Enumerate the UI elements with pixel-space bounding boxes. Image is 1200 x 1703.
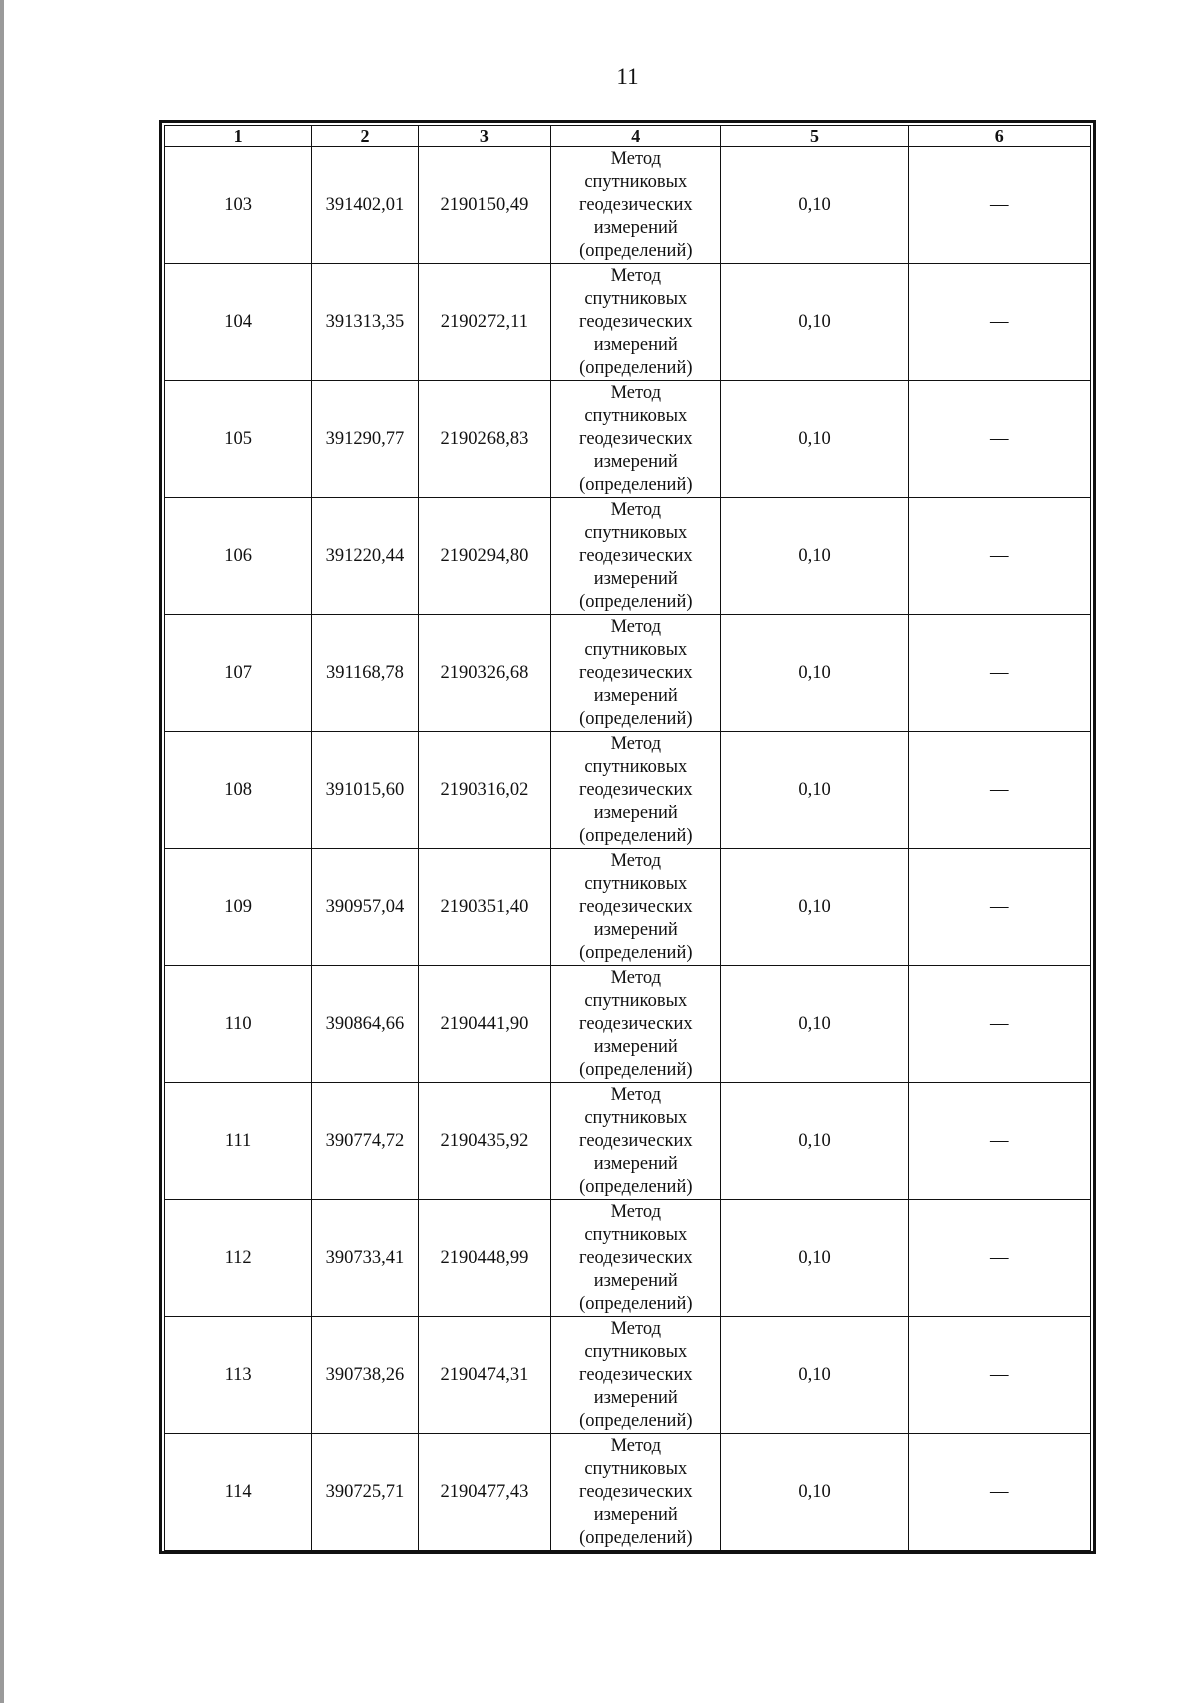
- method-line: измерений: [593, 685, 678, 706]
- note-cell: —: [908, 1434, 1090, 1551]
- method-line: Метод: [610, 616, 661, 637]
- y-coordinate-cell: 2190272,11: [418, 264, 550, 381]
- method-line: спутниковых: [584, 1224, 688, 1245]
- method-line: измерений: [593, 1504, 678, 1525]
- y-coordinate-cell: 2190474,31: [418, 1317, 550, 1434]
- method-line: спутниковых: [584, 288, 688, 309]
- coordinates-table-frame: [159, 120, 1096, 1554]
- method-line: Метод: [610, 850, 661, 871]
- method-cell: [551, 849, 721, 966]
- accuracy-cell: 0,10: [721, 498, 908, 615]
- accuracy-cell: 0,10: [721, 1434, 908, 1551]
- column-header-4: 4: [551, 126, 721, 147]
- method-cell: [551, 732, 721, 849]
- method-line: геодезических: [578, 896, 693, 917]
- method-cell: [551, 381, 721, 498]
- method-line: спутниковых: [584, 405, 688, 426]
- method-line: измерений: [593, 802, 678, 823]
- y-coordinate-cell: 2190351,40: [418, 849, 550, 966]
- method-line: геодезических: [578, 545, 693, 566]
- method-line: Метод: [610, 499, 661, 520]
- method-line: геодезических: [578, 662, 693, 683]
- method-cell: [551, 615, 721, 732]
- y-coordinate-cell: 2190477,43: [418, 1434, 550, 1551]
- table-row: [165, 381, 1091, 498]
- point-number-cell: 104: [165, 264, 312, 381]
- y-coordinate-cell: 2190316,02: [418, 732, 550, 849]
- method-line: Метод: [610, 265, 661, 286]
- table-header-row: [165, 126, 1091, 147]
- method-cell: [551, 1083, 721, 1200]
- y-coordinate-cell: 2190268,83: [418, 381, 550, 498]
- point-number-cell: 109: [165, 849, 312, 966]
- accuracy-cell: 0,10: [721, 732, 908, 849]
- method-line: геодезических: [578, 1130, 693, 1151]
- method-line: спутниковых: [584, 873, 688, 894]
- method-line: (определений): [579, 1527, 693, 1548]
- y-coordinate-cell: 2190294,80: [418, 498, 550, 615]
- method-line: (определений): [579, 474, 693, 495]
- method-line: Метод: [610, 1435, 661, 1456]
- y-coordinate-cell: 2190441,90: [418, 966, 550, 1083]
- method-line: измерений: [593, 217, 678, 238]
- note-cell: —: [908, 1317, 1090, 1434]
- y-coordinate-cell: 2190435,92: [418, 1083, 550, 1200]
- note-cell: —: [908, 849, 1090, 966]
- x-coordinate-cell: 390738,26: [312, 1317, 418, 1434]
- method-cell: [551, 966, 721, 1083]
- method-line: (определений): [579, 942, 693, 963]
- x-coordinate-cell: 391220,44: [312, 498, 418, 615]
- method-line: геодезических: [578, 194, 693, 215]
- method-line: геодезических: [578, 779, 693, 800]
- table-row: [165, 498, 1091, 615]
- method-line: геодезических: [578, 311, 693, 332]
- point-number-cell: 105: [165, 381, 312, 498]
- method-line: геодезических: [578, 1364, 693, 1385]
- accuracy-cell: 0,10: [721, 849, 908, 966]
- x-coordinate-cell: 391015,60: [312, 732, 418, 849]
- method-line: (определений): [579, 1176, 693, 1197]
- note-cell: —: [908, 381, 1090, 498]
- method-line: спутниковых: [584, 1458, 688, 1479]
- note-cell: —: [908, 147, 1090, 264]
- method-line: (определений): [579, 1059, 693, 1080]
- accuracy-cell: 0,10: [721, 1317, 908, 1434]
- table-row: [165, 1317, 1091, 1434]
- y-coordinate-cell: 2190150,49: [418, 147, 550, 264]
- x-coordinate-cell: 390774,72: [312, 1083, 418, 1200]
- method-line: геодезических: [578, 428, 693, 449]
- page-number: 11: [616, 64, 639, 89]
- point-number-cell: 103: [165, 147, 312, 264]
- table-row: [165, 1200, 1091, 1317]
- accuracy-cell: 0,10: [721, 615, 908, 732]
- table-row: [165, 147, 1091, 264]
- method-line: (определений): [579, 1293, 693, 1314]
- x-coordinate-cell: 391313,35: [312, 264, 418, 381]
- x-coordinate-cell: 390725,71: [312, 1434, 418, 1551]
- x-coordinate-cell: 391168,78: [312, 615, 418, 732]
- method-line: (определений): [579, 240, 693, 261]
- x-coordinate-cell: 390957,04: [312, 849, 418, 966]
- method-line: Метод: [610, 967, 661, 988]
- method-line: измерений: [593, 1153, 678, 1174]
- note-cell: —: [908, 498, 1090, 615]
- x-coordinate-cell: 390733,41: [312, 1200, 418, 1317]
- column-header-2: 2: [312, 126, 418, 147]
- method-line: (определений): [579, 357, 693, 378]
- note-cell: —: [908, 1083, 1090, 1200]
- method-line: Метод: [610, 148, 661, 169]
- note-cell: —: [908, 1200, 1090, 1317]
- coordinates-table: [164, 125, 1091, 1551]
- note-cell: —: [908, 264, 1090, 381]
- method-cell: [551, 147, 721, 264]
- method-line: геодезических: [578, 1481, 693, 1502]
- method-line: геодезических: [578, 1247, 693, 1268]
- method-line: (определений): [579, 591, 693, 612]
- x-coordinate-cell: 390864,66: [312, 966, 418, 1083]
- method-line: измерений: [593, 1036, 678, 1057]
- method-line: спутниковых: [584, 756, 688, 777]
- point-number-cell: 108: [165, 732, 312, 849]
- method-line: Метод: [610, 733, 661, 754]
- table-row: [165, 966, 1091, 1083]
- method-cell: [551, 264, 721, 381]
- column-header-3: 3: [418, 126, 550, 147]
- table-body: [165, 147, 1091, 1551]
- method-cell: [551, 1200, 721, 1317]
- method-line: измерений: [593, 1270, 678, 1291]
- accuracy-cell: 0,10: [721, 1083, 908, 1200]
- point-number-cell: 107: [165, 615, 312, 732]
- method-line: Метод: [610, 1318, 661, 1339]
- y-coordinate-cell: 2190448,99: [418, 1200, 550, 1317]
- note-cell: —: [908, 966, 1090, 1083]
- column-header-6: 6: [908, 126, 1090, 147]
- x-coordinate-cell: 391402,01: [312, 147, 418, 264]
- method-line: спутниковых: [584, 639, 688, 660]
- table-row: [165, 1083, 1091, 1200]
- accuracy-cell: 0,10: [721, 381, 908, 498]
- method-line: Метод: [610, 1201, 661, 1222]
- method-cell: [551, 498, 721, 615]
- method-line: геодезических: [578, 1013, 693, 1034]
- method-line: измерений: [593, 568, 678, 589]
- column-header-5: 5: [721, 126, 908, 147]
- point-number-cell: 114: [165, 1434, 312, 1551]
- table-row: [165, 615, 1091, 732]
- accuracy-cell: 0,10: [721, 966, 908, 1083]
- method-cell: [551, 1434, 721, 1551]
- note-cell: —: [908, 732, 1090, 849]
- method-line: спутниковых: [584, 522, 688, 543]
- table-row: [165, 849, 1091, 966]
- method-line: спутниковых: [584, 1341, 688, 1362]
- method-line: (определений): [579, 1410, 693, 1431]
- accuracy-cell: 0,10: [721, 264, 908, 381]
- method-line: Метод: [610, 1084, 661, 1105]
- method-line: измерений: [593, 451, 678, 472]
- point-number-cell: 110: [165, 966, 312, 1083]
- point-number-cell: 113: [165, 1317, 312, 1434]
- accuracy-cell: 0,10: [721, 1200, 908, 1317]
- method-line: спутниковых: [584, 990, 688, 1011]
- table-row: [165, 732, 1091, 849]
- method-line: (определений): [579, 708, 693, 729]
- note-cell: —: [908, 615, 1090, 732]
- point-number-cell: 112: [165, 1200, 312, 1317]
- accuracy-cell: 0,10: [721, 147, 908, 264]
- x-coordinate-cell: 391290,77: [312, 381, 418, 498]
- method-cell: [551, 1317, 721, 1434]
- table-row: [165, 264, 1091, 381]
- table-row: [165, 1434, 1091, 1551]
- page-left-edge: [0, 0, 4, 1703]
- method-line: спутниковых: [584, 171, 688, 192]
- method-line: (определений): [579, 825, 693, 846]
- y-coordinate-cell: 2190326,68: [418, 615, 550, 732]
- point-number-cell: 111: [165, 1083, 312, 1200]
- method-line: измерений: [593, 1387, 678, 1408]
- point-number-cell: 106: [165, 498, 312, 615]
- column-header-1: 1: [165, 126, 312, 147]
- method-line: Метод: [610, 382, 661, 403]
- method-line: измерений: [593, 919, 678, 940]
- method-line: спутниковых: [584, 1107, 688, 1128]
- method-line: измерений: [593, 334, 678, 355]
